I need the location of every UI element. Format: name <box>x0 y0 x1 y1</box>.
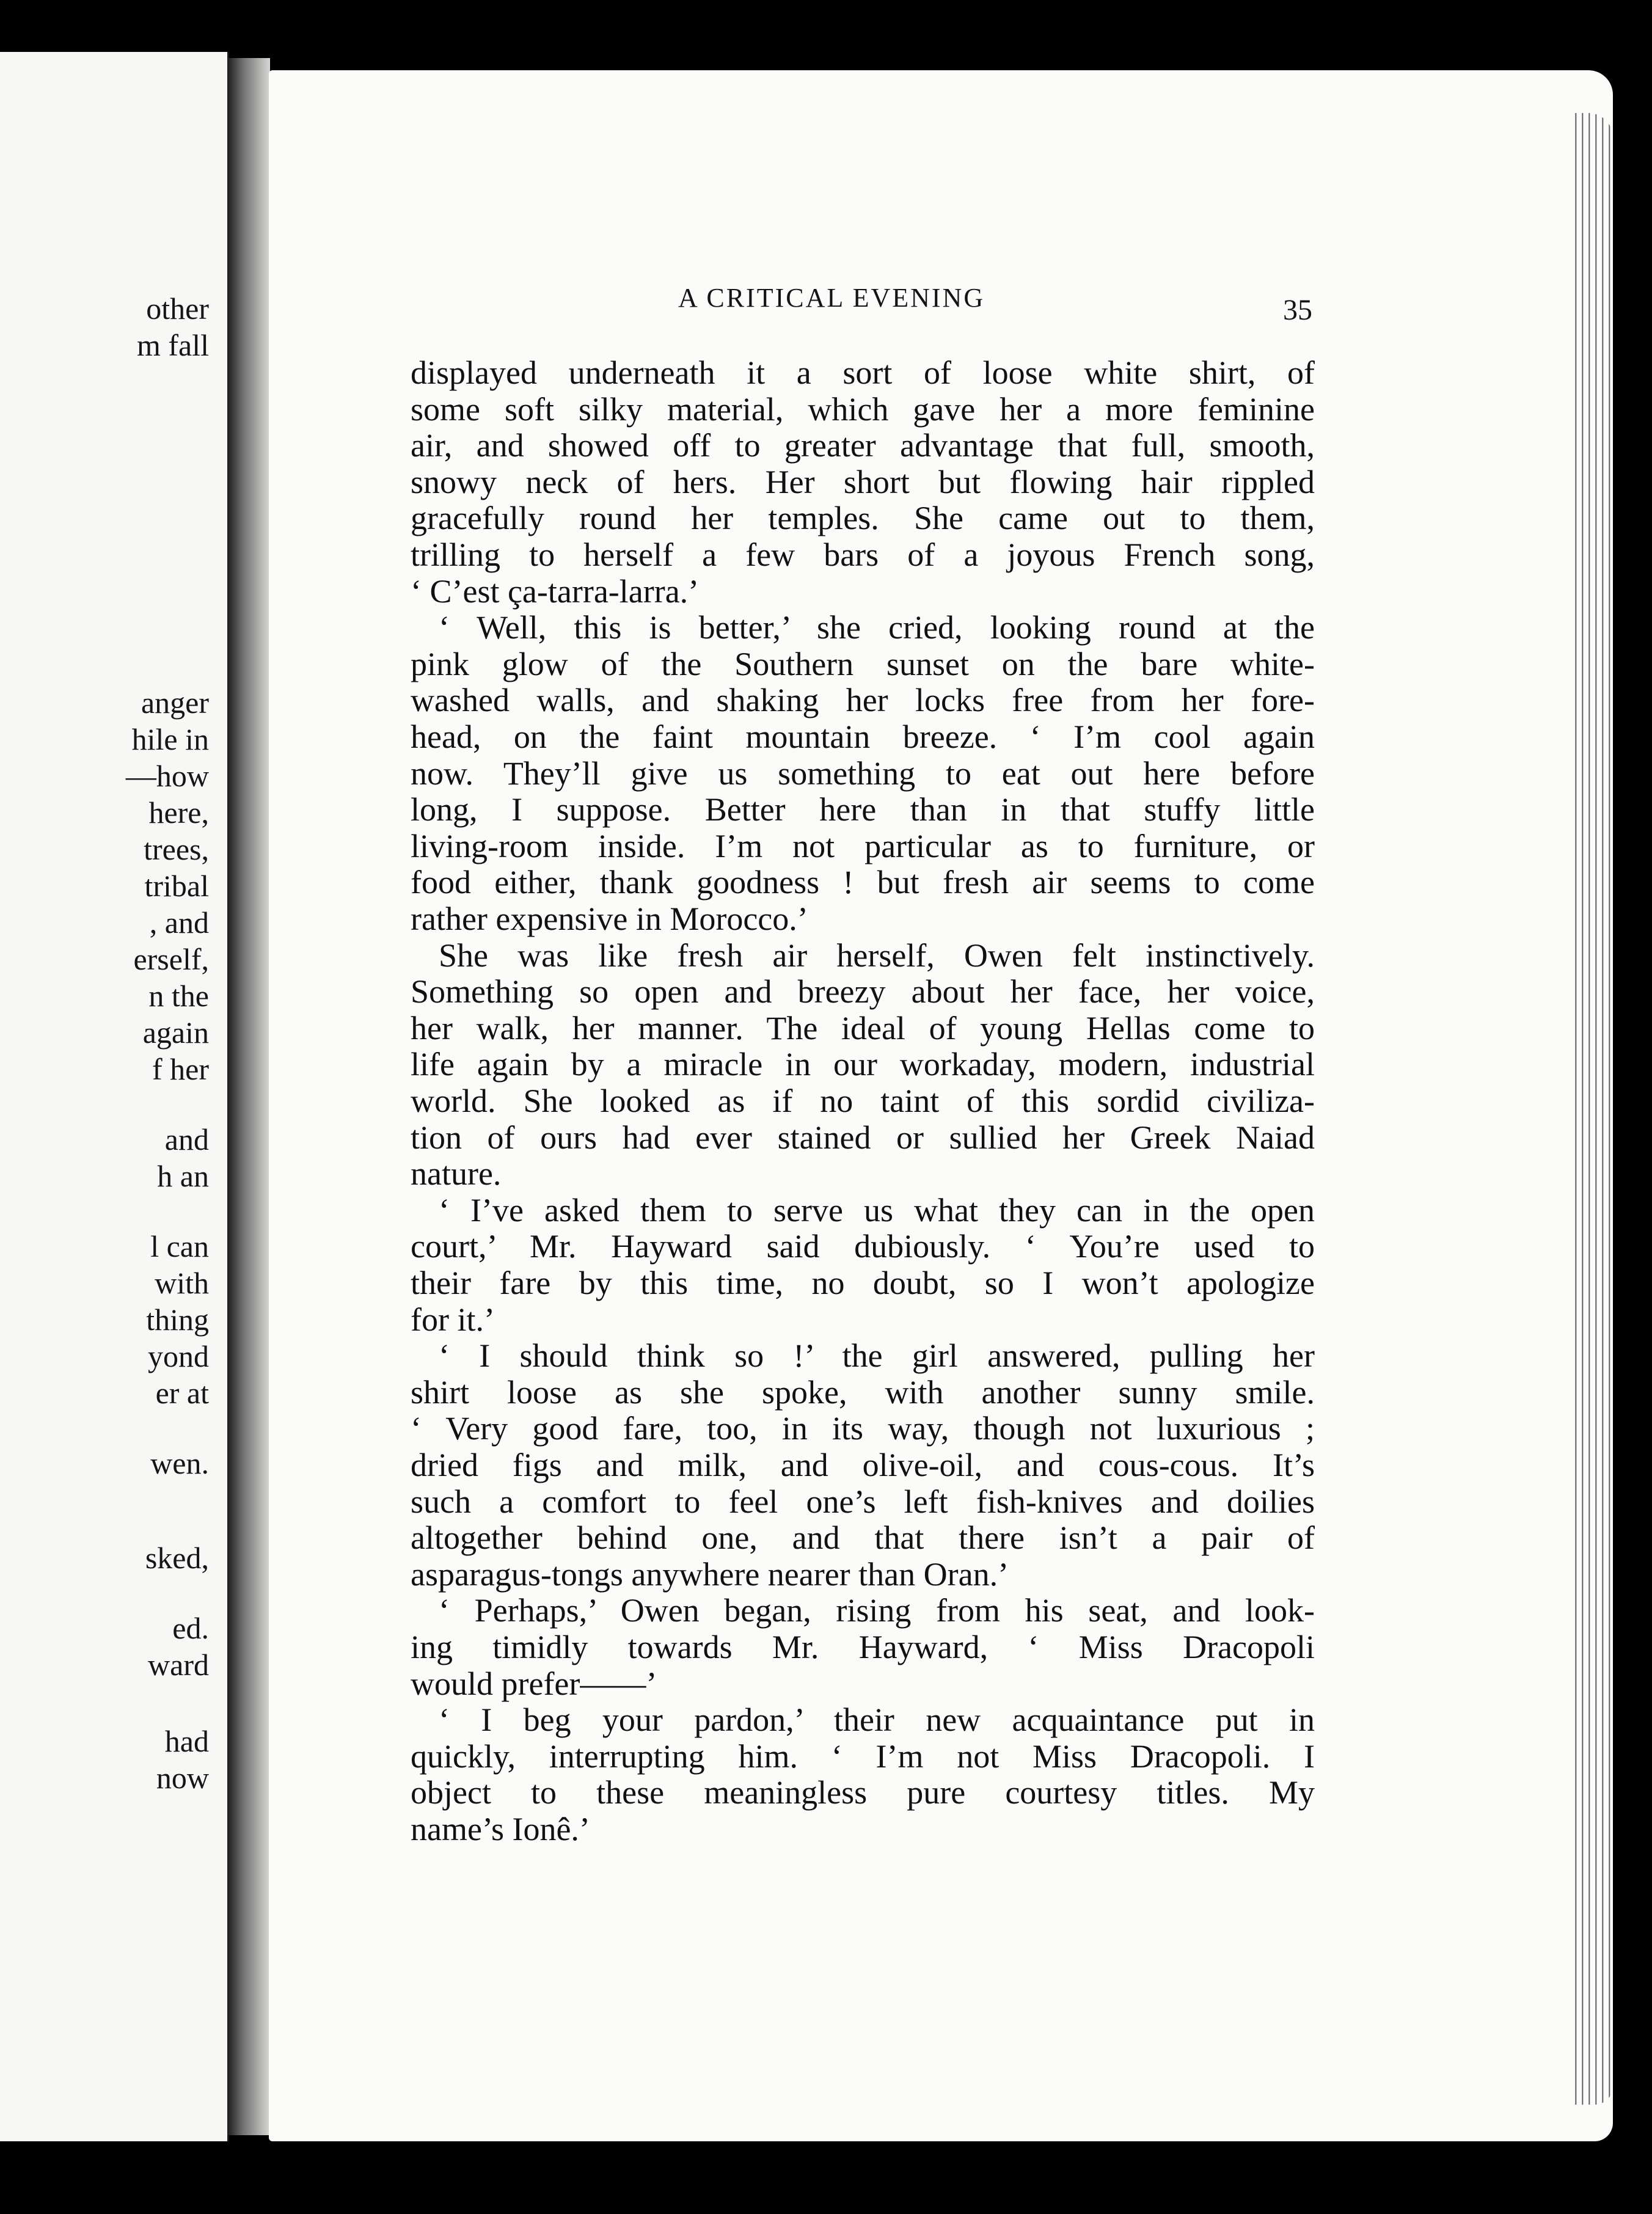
body-line: She was like fresh air herself, Owen felt instinctively. <box>439 937 1315 974</box>
body-line: Something so open and breezy about her face, her voice, <box>411 973 1315 1010</box>
body-line: now. They’ll give us something to eat out here before <box>411 755 1315 792</box>
body-line: tion of ours had ever stained or sullied her Greek Naiad <box>411 1119 1315 1156</box>
running-title: A CRITICAL EVENING <box>678 283 985 313</box>
left-page-line: hile in <box>131 722 209 756</box>
body-line: ‘ I should think so !’ the girl answered, pulling her <box>439 1337 1315 1374</box>
left-page-line: ed. <box>172 1611 209 1645</box>
left-page-line: had <box>164 1724 209 1758</box>
left-page-line: and <box>164 1122 209 1156</box>
left-page-line: er at <box>155 1376 209 1410</box>
body-line: such a comfort to feel one’s left fish-knives and doilies <box>411 1483 1315 1520</box>
body-line: ‘ Very good fare, too, in its way, though not luxurious ; <box>411 1410 1315 1447</box>
body-line: washed walls, and shaking her locks free from her fore- <box>411 682 1315 718</box>
left-page-line: with <box>155 1266 209 1300</box>
body-line: their fare by this time, no doubt, so I won’t apologize <box>411 1265 1315 1301</box>
left-page-line: m fall <box>136 328 209 362</box>
left-page-line: wen. <box>150 1446 209 1480</box>
body-line: gracefully round her temples. She came out to them, <box>411 500 1315 536</box>
left-page-line: yond <box>148 1339 209 1373</box>
body-line: asparagus-tongs anywhere nearer than Oran.’ <box>411 1556 1009 1593</box>
left-page-line: again <box>142 1015 209 1050</box>
left-page-line: erself, <box>133 942 209 976</box>
left-page-line: f her <box>152 1052 209 1086</box>
body-line: ‘ I’ve asked them to serve us what they can in the open <box>439 1192 1315 1229</box>
body-line: life again by a miracle in our workaday, modern, industrial <box>411 1046 1315 1083</box>
book-gutter <box>227 58 270 2135</box>
body-line: for it.’ <box>411 1301 495 1338</box>
body-line: ‘ Perhaps,’ Owen began, rising from his seat, and look- <box>439 1592 1315 1629</box>
body-line: rather expensive in Morocco.’ <box>411 901 808 937</box>
page-edge <box>1570 113 1613 2105</box>
body-line: air, and showed off to greater advantage that full, smooth, <box>411 427 1315 464</box>
body-line: name’s Ionê.’ <box>411 1811 590 1847</box>
left-page-line: trees, <box>144 832 209 866</box>
body-line: food either, thank goodness ! but fresh air seems to come <box>411 864 1315 901</box>
body-line: altogether behind one, and that there isn’t a pair of <box>411 1519 1315 1556</box>
body-line: ‘ I beg your pardon,’ their new acquaintance put in <box>439 1701 1315 1738</box>
body-line: displayed underneath it a sort of loose white shirt, of <box>411 354 1315 391</box>
left-page-line: n the <box>148 979 209 1013</box>
left-page-line: anger <box>141 685 209 720</box>
body-line: world. She looked as if no taint of this sordid civiliza- <box>411 1083 1315 1119</box>
left-page-line: sked, <box>145 1541 209 1575</box>
left-page-line: ward <box>148 1648 209 1682</box>
body-line: quickly, interrupting him. ‘ I’m not Miss Dracopoli. I <box>411 1738 1315 1775</box>
left-page-line: , and <box>149 905 209 940</box>
body-line: object to these meaningless pure courtesy titles. My <box>411 1774 1315 1811</box>
page-number: 35 <box>1283 294 1312 326</box>
body-line: head, on the faint mountain breeze. ‘ I’m cool again <box>411 718 1315 755</box>
body-line: pink glow of the Southern sunset on the bare white- <box>411 646 1315 682</box>
left-page-line: other <box>146 291 209 326</box>
body-line: ‘ C’est ça-tarra-larra.’ <box>411 573 700 610</box>
left-page-line: now <box>156 1761 209 1795</box>
left-page-line: h an <box>157 1159 209 1193</box>
body-line: ‘ Well, this is better,’ she cried, looking round at the <box>439 609 1315 646</box>
left-page-line: thing <box>146 1302 209 1337</box>
body-line: court,’ Mr. Hayward said dubiously. ‘ You’re used to <box>411 1228 1315 1265</box>
body-line: nature. <box>411 1155 502 1192</box>
left-facing-page <box>0 52 229 2141</box>
body-line: some soft silky material, which gave her a more feminine <box>411 391 1315 428</box>
body-line: would prefer——’ <box>411 1665 657 1702</box>
body-line: trilling to herself a few bars of a joyous French song, <box>411 536 1315 573</box>
body-line: ing timidly towards Mr. Hayward, ‘ Miss Dracopoli <box>411 1629 1315 1665</box>
body-line: dried figs and milk, and olive-oil, and cous-cous. It’s <box>411 1447 1315 1483</box>
body-line: shirt loose as she spoke, with another sunny smile. <box>411 1374 1315 1411</box>
left-page-line: here, <box>148 795 209 830</box>
body-line: her walk, her manner. The ideal of young Hellas come to <box>411 1010 1315 1047</box>
left-page-line: —how <box>125 759 209 793</box>
left-page-line: l can <box>150 1229 209 1263</box>
body-line: living-room inside. I’m not particular as to furniture, or <box>411 828 1315 864</box>
body-line: long, I suppose. Better here than in that stuffy little <box>411 791 1315 828</box>
body-line: snowy neck of hers. Her short but flowing hair rippled <box>411 464 1315 500</box>
left-page-line: tribal <box>144 869 209 903</box>
